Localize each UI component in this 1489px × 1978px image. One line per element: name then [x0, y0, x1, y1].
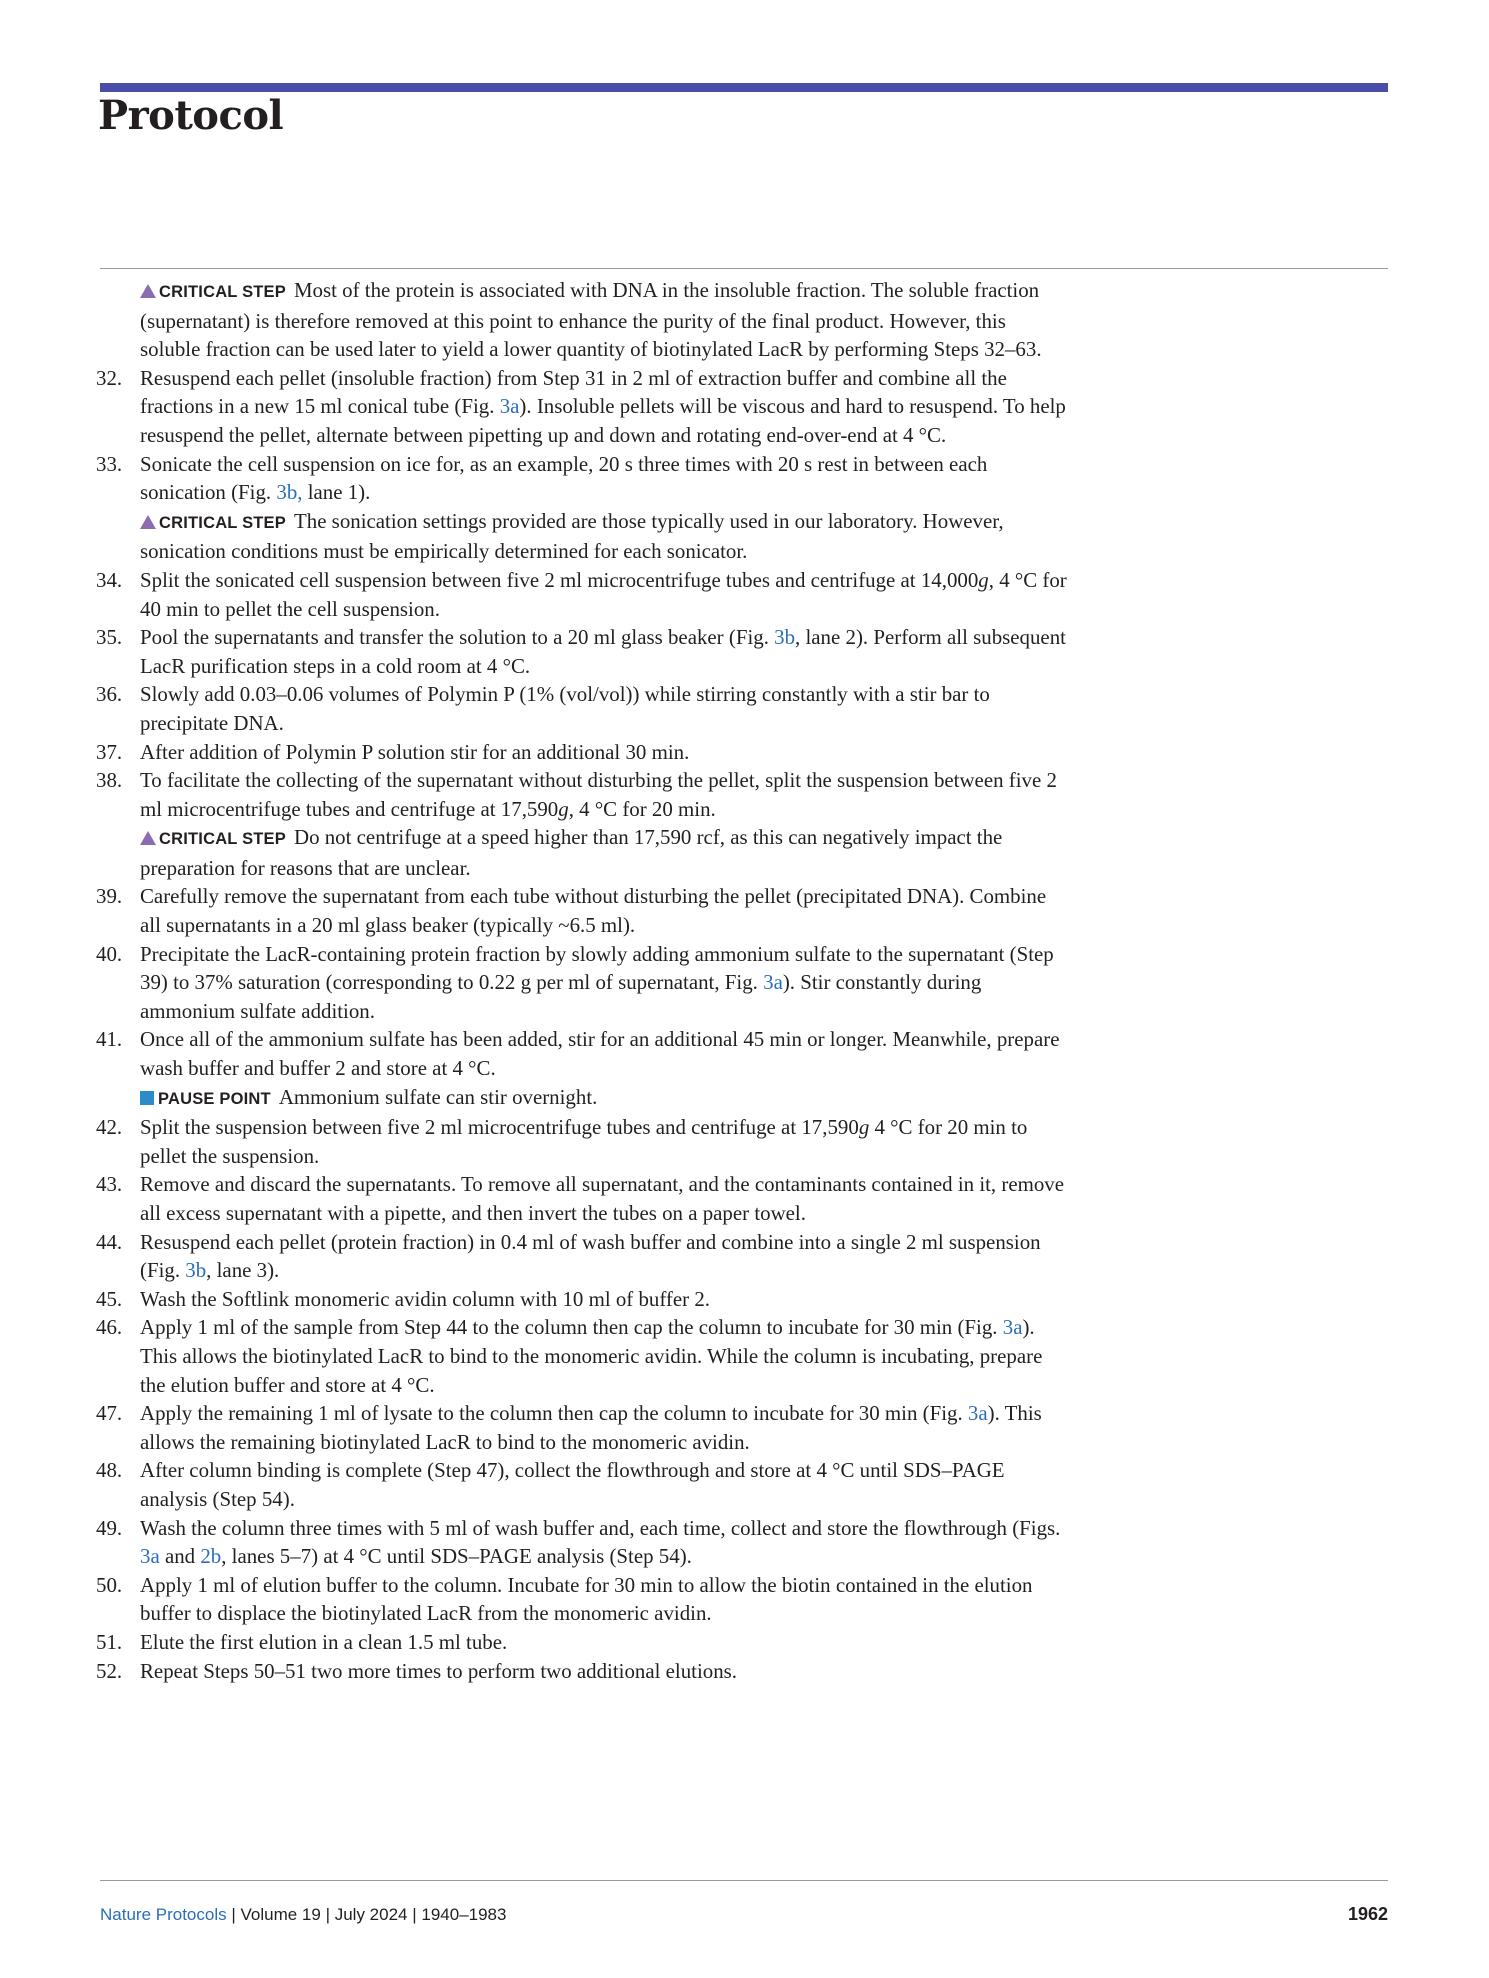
pause-point-label: PAUSE POINT	[158, 1089, 271, 1108]
footer-separator: |	[407, 1905, 422, 1924]
g-unit: g	[858, 1115, 870, 1140]
figure-link[interactable]: 3b	[185, 1258, 207, 1283]
step-number: 42.	[96, 1115, 123, 1140]
step-number: 36.	[96, 682, 123, 707]
step-number: 47.	[96, 1401, 123, 1426]
step-number: 40.	[96, 941, 123, 966]
figure-link[interactable]: 3a	[499, 394, 520, 419]
page-title: Protocol	[98, 92, 284, 139]
footer	[100, 1905, 506, 1925]
step-text: Carefully remove the supernatant from each tube without disturbing the pellet (precipitated DNA). Combine all supernatants in a 20 ml glass beaker (typically ~6.5 ml).	[140, 884, 1047, 938]
step-text: Split the suspension between five 2 ml microcentrifuge tubes and centrifuge at 17,590	[140, 1115, 859, 1140]
critical-triangle-icon	[140, 831, 156, 845]
step-39	[0, 882, 1489, 939]
figure-link[interactable]: 2b	[200, 1544, 222, 1569]
critical-triangle-icon	[140, 284, 156, 298]
critical-step-note	[0, 507, 1489, 566]
step-text: Sonicate the cell suspension on ice for, as an example, 20 s three times with 20 s rest in between each sonication (Fig.	[140, 451, 988, 505]
step-41	[0, 1025, 1489, 1082]
footer-volume: Volume 19	[240, 1905, 321, 1924]
header-accent-bar	[100, 83, 1388, 92]
step-text: Wash the Softlink monomeric avidin column with 10 ml of buffer 2.	[140, 1286, 711, 1311]
step-text: 4 °C for 20 min to pellet the suspension.	[140, 1115, 1028, 1168]
footer-separator: |	[320, 1905, 335, 1924]
pause-square-icon	[140, 1091, 154, 1105]
figure-link[interactable]: 3a	[140, 1544, 160, 1569]
step-text: After addition of Polymin P solution stir for an additional 30 min.	[140, 739, 690, 764]
step-52	[0, 1657, 1489, 1686]
step-number: 50.	[96, 1572, 123, 1597]
step-number: 46.	[96, 1315, 123, 1340]
critical-step-note	[0, 276, 1489, 364]
step-text: ). This allows the remaining biotinylated LacR to bind to the monomeric avidin.	[140, 1401, 1042, 1454]
pause-point-text: Ammonium sulfate can stir overnight.	[278, 1084, 598, 1109]
step-number: 33.	[96, 451, 123, 476]
step-42	[0, 1113, 1489, 1170]
step-number: 37.	[96, 739, 123, 764]
step-text: , lane 2). Perform all subsequent LacR purification steps in a cold room at 4 °C.	[140, 625, 1066, 678]
step-text: Apply 1 ml of elution buffer to the column. Incubate for 30 min to allow the biotin contained in the elution buffer to displace the biotinylated LacR from the monomeric avidin.	[140, 1572, 1033, 1626]
critical-step-text: The sonication settings provided are those typically used in our laboratory. However, sonication conditions must be empirically determined for each sonicator.	[140, 508, 1004, 564]
footer-rule	[100, 1880, 1388, 1881]
step-36	[0, 680, 1489, 737]
g-unit: g	[558, 796, 569, 821]
critical-step-label: CRITICAL STEP	[159, 283, 286, 301]
step-number: 45.	[96, 1286, 123, 1311]
step-number: 44.	[96, 1229, 123, 1254]
step-text: Pool the supernatants and transfer the solution to a 20 ml glass beaker (Fig.	[140, 625, 775, 650]
step-number: 32.	[96, 365, 123, 390]
step-text: lane 1).	[302, 480, 371, 505]
step-text: Elute the first elution in a clean 1.5 ml tube.	[140, 1629, 508, 1654]
step-50	[0, 1571, 1489, 1628]
step-text: Once all of the ammonium sulfate has been added, stir for an additional 45 min or longer. Meanwhile, prepare wash buffer and buffer 2 and store at 4 °C.	[140, 1027, 1060, 1081]
figure-link[interactable]: 3a	[1002, 1315, 1023, 1340]
step-51	[0, 1628, 1489, 1657]
step-number: 35.	[96, 625, 123, 650]
step-text: , lanes 5–7) at 4 °C until SDS–PAGE analysis (Step 54).	[221, 1544, 692, 1569]
step-35	[0, 623, 1489, 680]
step-34	[0, 566, 1489, 623]
step-number: 48.	[96, 1458, 123, 1483]
step-text: Apply 1 ml of the sample from Step 44 to the column then cap the column to incubate for 30 min (Fig.	[140, 1315, 1003, 1340]
step-text: Wash the column three times with 5 ml of wash buffer and, each time, collect and store the flowthrough (Figs.	[140, 1515, 1061, 1540]
step-44	[0, 1228, 1489, 1285]
step-number: 43.	[96, 1172, 123, 1197]
g-unit: g	[978, 567, 989, 592]
step-number: 38.	[96, 768, 123, 793]
step-43	[0, 1170, 1489, 1227]
footer-separator: |	[226, 1905, 241, 1924]
step-number: 51.	[96, 1629, 123, 1654]
footer-date: July 2024	[334, 1905, 408, 1924]
step-text: ). Stir constantly during ammonium sulfate addition.	[140, 970, 982, 1023]
step-number: 49.	[96, 1515, 123, 1540]
step-32	[0, 364, 1489, 450]
protocol-body	[0, 276, 1489, 1685]
step-37	[0, 738, 1489, 767]
step-text: After column binding is complete (Step 47), collect the flowthrough and store at 4 °C until SDS–PAGE analysis (Step 54).	[140, 1458, 1005, 1511]
step-47	[0, 1399, 1489, 1456]
footer-pages: 1940–1983	[421, 1905, 507, 1924]
step-text: , lane 3).	[206, 1258, 280, 1283]
step-number: 41.	[96, 1027, 123, 1052]
pause-point-note	[0, 1083, 1489, 1114]
critical-step-text: Do not centrifuge at a speed higher than 17,590 rcf, as this can negatively impact the preparation for reasons that are unclear.	[140, 825, 1003, 880]
step-text: , 4 °C for 20 min.	[568, 796, 716, 821]
step-text: Slowly add 0.03–0.06 volumes of Polymin P (1% (vol/vol)) while stirring constantly with a stir bar to precipitate DNA.	[140, 682, 990, 735]
step-number: 39.	[96, 884, 123, 909]
critical-step-text: Most of the protein is associated with DNA in the insoluble fraction. The soluble fraction (supernatant) is therefore removed at this point to enhance the purity of the final product. However, this soluble fraction can be used later to yield a lower quantity of biotinylated LacR by performing Steps 32–63.	[140, 278, 1042, 362]
figure-link[interactable]: 3a	[763, 970, 783, 995]
step-38	[0, 766, 1489, 823]
figure-link[interactable]: 3b,	[276, 480, 303, 505]
step-33	[0, 450, 1489, 507]
step-46	[0, 1313, 1489, 1399]
figure-link[interactable]: 3a	[967, 1401, 988, 1426]
step-text: Remove and discard the supernatants. To remove all supernatant, and the contaminants contained in it, remove all excess supernatant with a pipette, and then invert the tubes on a paper towel.	[140, 1172, 1065, 1225]
step-text: and	[159, 1544, 201, 1569]
step-text: Resuspend each pellet (protein fraction) in 0.4 ml of wash buffer and combine into a single 2 ml suspension (Fig.	[140, 1229, 1041, 1283]
step-text: Precipitate the LacR-containing protein fraction by slowly adding ammonium sulfate to the supernatant (Step 39) to 37% saturation (corresponding to 0.22 g per ml of supernatant, Fig.	[140, 941, 1054, 995]
step-text: ). This allows the biotinylated LacR to bind to the monomeric avidin. While the column is incubating, prepare the elution buffer and store at 4 °C.	[140, 1315, 1043, 1397]
critical-step-note	[0, 823, 1489, 882]
step-49	[0, 1514, 1489, 1571]
critical-step-label: CRITICAL STEP	[159, 513, 286, 532]
step-text: Repeat Steps 50–51 two more times to perform two additional elutions.	[140, 1658, 738, 1683]
journal-name[interactable]: Nature Protocols	[100, 1905, 227, 1924]
step-text: Split the sonicated cell suspension between five 2 ml microcentrifuge tubes and centrifuge at 14,000	[140, 567, 979, 592]
critical-triangle-icon	[140, 515, 156, 529]
step-number: 34.	[96, 567, 123, 592]
step-text: To facilitate the collecting of the supernatant without disturbing the pellet, split the suspension between five 2 ml microcentrifuge tubes and centrifuge at 17,590	[140, 768, 1057, 821]
step-number: 52.	[96, 1658, 123, 1683]
step-text: Apply the remaining 1 ml of lysate to the column then cap the column to incubate for 30 min (Fig.	[140, 1401, 968, 1426]
page-number: 1962	[1347, 1904, 1388, 1924]
step-text: , 4 °C for 40 min to pellet the cell suspension.	[140, 567, 1067, 621]
step-40	[0, 940, 1489, 1026]
header-rule	[100, 268, 1388, 269]
step-45	[0, 1285, 1489, 1314]
step-text: ). Insoluble pellets will be viscous and hard to resuspend. To help resuspend the pellet, alternate between pipetting up and down and rotating end-over-end at 4 °C.	[140, 394, 1066, 447]
step-text: Resuspend each pellet (insoluble fraction) from Step 31 in 2 ml of extraction buffer and combine all the fractions in a new 15 ml conical tube (Fig.	[140, 365, 1007, 419]
step-48	[0, 1456, 1489, 1513]
critical-step-label: CRITICAL STEP	[159, 830, 286, 849]
figure-link[interactable]: 3b	[774, 625, 796, 650]
